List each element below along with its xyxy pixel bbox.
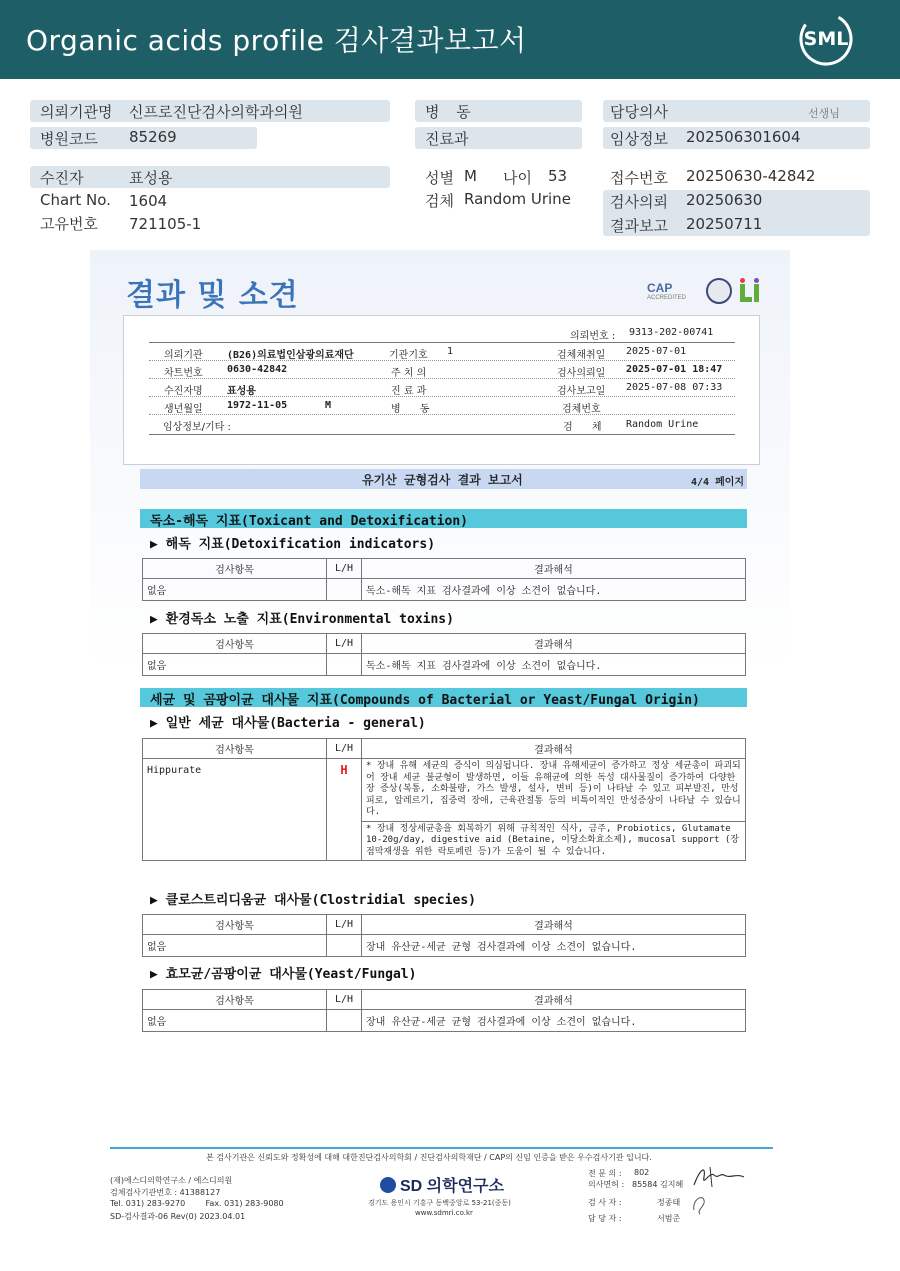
interp-cell: 장내 유산균-세균 균형 검사결과에 이상 소견이 없습니다. — [362, 1010, 746, 1032]
info-label: 주 치 의 — [391, 368, 427, 379]
info-label: 수진자명 — [164, 386, 203, 397]
tester-label: 검 사 자 : — [588, 1198, 622, 1207]
table-row — [143, 759, 746, 822]
signature-icon — [690, 1163, 746, 1191]
request-label: 검사의뢰 — [610, 193, 668, 211]
divider — [149, 378, 735, 379]
license-label: 의사면허 : — [588, 1180, 625, 1189]
ward-label: 병 동 — [425, 103, 477, 121]
clinical-value: 202506301604 — [686, 128, 801, 146]
footer-contact: Tel. 031) 283-9270 Fax. 031) 283-9080 — [110, 1199, 284, 1208]
row-shade — [30, 166, 390, 188]
divider — [149, 342, 735, 343]
interp-cell: * 장내 유해 세균의 증식이 의심됩니다. 장내 유해세균이 증가하고 정상 세균총이 파괴되어 장내 세균 불균형이 발생하면, 이들 유해균에 의한 독성 대사물질이 증가하여 다양한 장 증상(복통, 소화불량, 가스 발생, 설사, 변비 등)이 나타날 수 있고 피부발진, 만성피로, 알레르기, 집중력 장애, 근육관절통 등의 비특이적인 만성증상이 나타날 수 있습니다. — [362, 759, 746, 822]
certification-line: 본 검사기관은 신뢰도와 정확성에 대해 대한진단검사의학회 / 진단검사의학재단 / CAP의 신임 인증을 받은 우수검사기관 입니다. — [206, 1153, 652, 1162]
footer-form-code: SD-검사결과-06 Rev(0) 2023.04.01 — [110, 1212, 246, 1221]
info-value: 1 — [447, 346, 454, 357]
info-label: 기관기호 — [389, 350, 428, 361]
result-table — [142, 738, 746, 861]
report-label: 결과보고 — [610, 217, 668, 235]
interp-cell: 독소-해독 지표 검사결과에 이상 소견이 없습니다. — [362, 579, 746, 601]
footer-address: 경기도 용인시 기흥구 동백중앙로 53-21(중동) — [368, 1199, 511, 1207]
table-row — [143, 654, 746, 676]
clinical-label: 임상정보 — [610, 130, 668, 148]
table-header-row — [143, 634, 746, 654]
lh-cell — [327, 579, 362, 601]
footer-org: (재)에스디의학연구소 / 에스디의원 — [110, 1176, 233, 1185]
interp-cell: 독소-해독 지표 검사결과에 이상 소견이 없습니다. — [362, 654, 746, 676]
col-lh-header: L/H — [327, 634, 362, 654]
manager-label: 담 당 자 : — [588, 1214, 622, 1223]
divider — [149, 414, 735, 415]
sd-brand-name: SD 의학연구소 — [400, 1178, 504, 1195]
table-row — [143, 1010, 746, 1032]
header-bar — [0, 0, 900, 79]
col-item-header: 검사항목 — [143, 739, 327, 759]
table-row — [143, 935, 746, 957]
sex-label: 성별 — [425, 169, 454, 187]
sml-logo-text: SML — [803, 28, 849, 50]
sex-value: M — [464, 167, 477, 185]
cap-logo-subtext: ACCREDITED — [647, 295, 687, 301]
hospital-code-value: 85269 — [129, 128, 177, 146]
section-title: 세균 및 곰팡이균 대사물 지표(Compounds of Bacterial or Yeast/Fungal Origin) — [150, 693, 700, 708]
age-label: 나이 — [503, 169, 532, 187]
lh-cell — [327, 654, 362, 676]
info-value: 2025-07-08 07:33 — [626, 382, 723, 393]
sml-logo — [798, 11, 854, 67]
sd-logo-icon — [380, 1177, 396, 1193]
result-table — [142, 914, 746, 957]
info-value: (B26)의료법인삼광의료재단 — [227, 350, 354, 361]
table-header-row — [143, 915, 746, 935]
interp-cell: * 장내 정상세균총을 회복하기 위해 규칙적인 식사, 금주, Probiotics, Glutamate 10-20g/day, digestive aid (Betaine, 이당소화효소제), mucosal support (장점막재생을 위한 락토페린 등)가 도움이 될 수 있습니다. — [362, 821, 746, 861]
info-label: 검체채취일 — [557, 350, 606, 361]
info-value: 2025-07-01 — [626, 346, 687, 357]
interp-cell: 장내 유산균-세균 균형 검사결과에 이상 소견이 없습니다. — [362, 935, 746, 957]
subsection-title: ▶ 효모균/곰팡이균 대사물(Yeast/Fungal) — [150, 967, 417, 982]
footer-divider — [110, 1147, 773, 1149]
doctor-value: 선생님 — [808, 107, 840, 120]
section-title: 독소-해독 지표(Toxicant and Detoxification) — [150, 514, 468, 529]
license-value: 85584 김지혜 — [632, 1180, 684, 1189]
request-value: 20250630 — [686, 191, 763, 209]
doctor-label: 담당의사 — [610, 103, 668, 121]
examinee-value: 표성용 — [129, 169, 173, 187]
divider — [149, 434, 735, 435]
subsection-title: ▶ 일반 세균 대사물(Bacteria - general) — [150, 716, 426, 731]
divider — [149, 360, 735, 361]
specimen-value: Random Urine — [464, 190, 571, 208]
col-lh-header: L/H — [327, 739, 362, 759]
receipt-label: 접수번호 — [610, 169, 668, 187]
info-value-sex: M — [325, 400, 332, 411]
col-interp-header: 결과해석 — [362, 915, 746, 935]
age-value: 53 — [548, 167, 568, 185]
info-label: 진 료 과 — [391, 386, 427, 397]
tester-value: 정종태 — [657, 1198, 681, 1207]
col-lh-header: L/H — [327, 990, 362, 1010]
table-header-row — [143, 559, 746, 579]
footer-website: www.sdmri.co.kr — [415, 1209, 473, 1217]
result-table — [142, 633, 746, 676]
result-table — [142, 558, 746, 601]
subsection-title: ▶ 클로스트리디움균 대사물(Clostridial species) — [150, 893, 476, 908]
receipt-value: 20250630-42842 — [686, 167, 816, 185]
request-no-value: 9313-202-00741 — [629, 327, 714, 338]
banner-title: 유기산 균형검사 결과 보고서 — [362, 473, 523, 487]
col-item-header: 검사항목 — [143, 915, 327, 935]
request-no-label: 의뢰번호 : — [570, 331, 616, 342]
col-item-header: 검사항목 — [143, 559, 327, 579]
high-flag: H — [340, 763, 348, 777]
subsection-title: ▶ 해독 지표(Detoxification indicators) — [150, 537, 436, 552]
dept-label: 진료과 — [425, 130, 469, 148]
table-row — [143, 579, 746, 601]
sd-brand-logo — [380, 1173, 504, 1196]
table-header-row — [143, 739, 746, 759]
info-label: 생년월일 — [164, 404, 203, 415]
report-heading: 결과 및 소견 — [126, 278, 299, 313]
col-interp-header: 결과해석 — [362, 739, 746, 759]
info-value: 0630-42842 — [227, 364, 288, 375]
info-value: 표성용 — [227, 386, 256, 397]
col-lh-header: L/H — [327, 915, 362, 935]
info-label: 검사의뢰일 — [557, 368, 606, 379]
seal-icon — [706, 278, 732, 304]
subsection-title: ▶ 환경독소 노출 지표(Environmental toxins) — [150, 612, 454, 627]
item-cell: Hippurate — [143, 759, 327, 861]
col-interp-header: 결과해석 — [362, 634, 746, 654]
clinical-info-label: 임상정보/기타 : — [163, 422, 231, 433]
requester-value: 신프로진단검사의학과의원 — [129, 103, 303, 121]
item-cell: 없음 — [143, 935, 327, 957]
lh-cell — [327, 1010, 362, 1032]
examinee-label: 수진자 — [40, 169, 84, 187]
page-title: Organic acids profile 검사결과보고서 — [26, 24, 527, 57]
lab-mark-icon — [738, 278, 762, 304]
chart-label: Chart No. — [40, 191, 111, 209]
info-label: 차트번호 — [164, 368, 203, 379]
manager-value: 서범준 — [657, 1214, 681, 1223]
result-table — [142, 989, 746, 1032]
specimen-value: Random Urine — [626, 419, 699, 430]
report-value: 20250711 — [686, 215, 763, 233]
cap-logo-text: CAP — [647, 281, 673, 295]
item-cell: 없음 — [143, 579, 327, 601]
specialist-label: 전 문 의 : — [588, 1169, 622, 1178]
requester-label: 의뢰기관명 — [40, 103, 113, 121]
info-label: 병 동 — [391, 404, 438, 415]
info-label: 의뢰기관 — [164, 350, 203, 361]
col-item-header: 검사항목 — [143, 634, 327, 654]
info-label: 검사보고일 — [557, 386, 606, 397]
info-label: 검체번호 — [562, 404, 601, 415]
col-item-header: 검사항목 — [143, 990, 327, 1010]
specialist-value: 802 — [634, 1168, 650, 1177]
lh-cell — [327, 759, 362, 861]
lh-cell — [327, 935, 362, 957]
specimen-label: 검 체 — [563, 422, 610, 433]
table-header-row — [143, 990, 746, 1010]
col-lh-header: L/H — [327, 559, 362, 579]
unique-value: 721105-1 — [129, 215, 202, 233]
cap-accredited-logo — [647, 281, 686, 301]
specimen-label: 검체 — [425, 192, 454, 210]
item-cell: 없음 — [143, 654, 327, 676]
info-value: 2025-07-01 18:47 — [626, 364, 723, 375]
chart-value: 1604 — [129, 192, 168, 210]
col-interp-header: 결과해석 — [362, 990, 746, 1010]
unique-label: 고유번호 — [40, 215, 98, 233]
divider — [149, 396, 735, 397]
item-cell: 없음 — [143, 1010, 327, 1032]
page-indicator: 4/4 페이지 — [691, 477, 745, 488]
col-interp-header: 결과해석 — [362, 559, 746, 579]
info-value: 1972-11-05 — [227, 400, 288, 411]
signature-small-icon — [688, 1192, 714, 1216]
hospital-code-label: 병원코드 — [40, 130, 98, 148]
footer-lab-number: 검체검사기관번호 : 41388127 — [110, 1188, 221, 1197]
